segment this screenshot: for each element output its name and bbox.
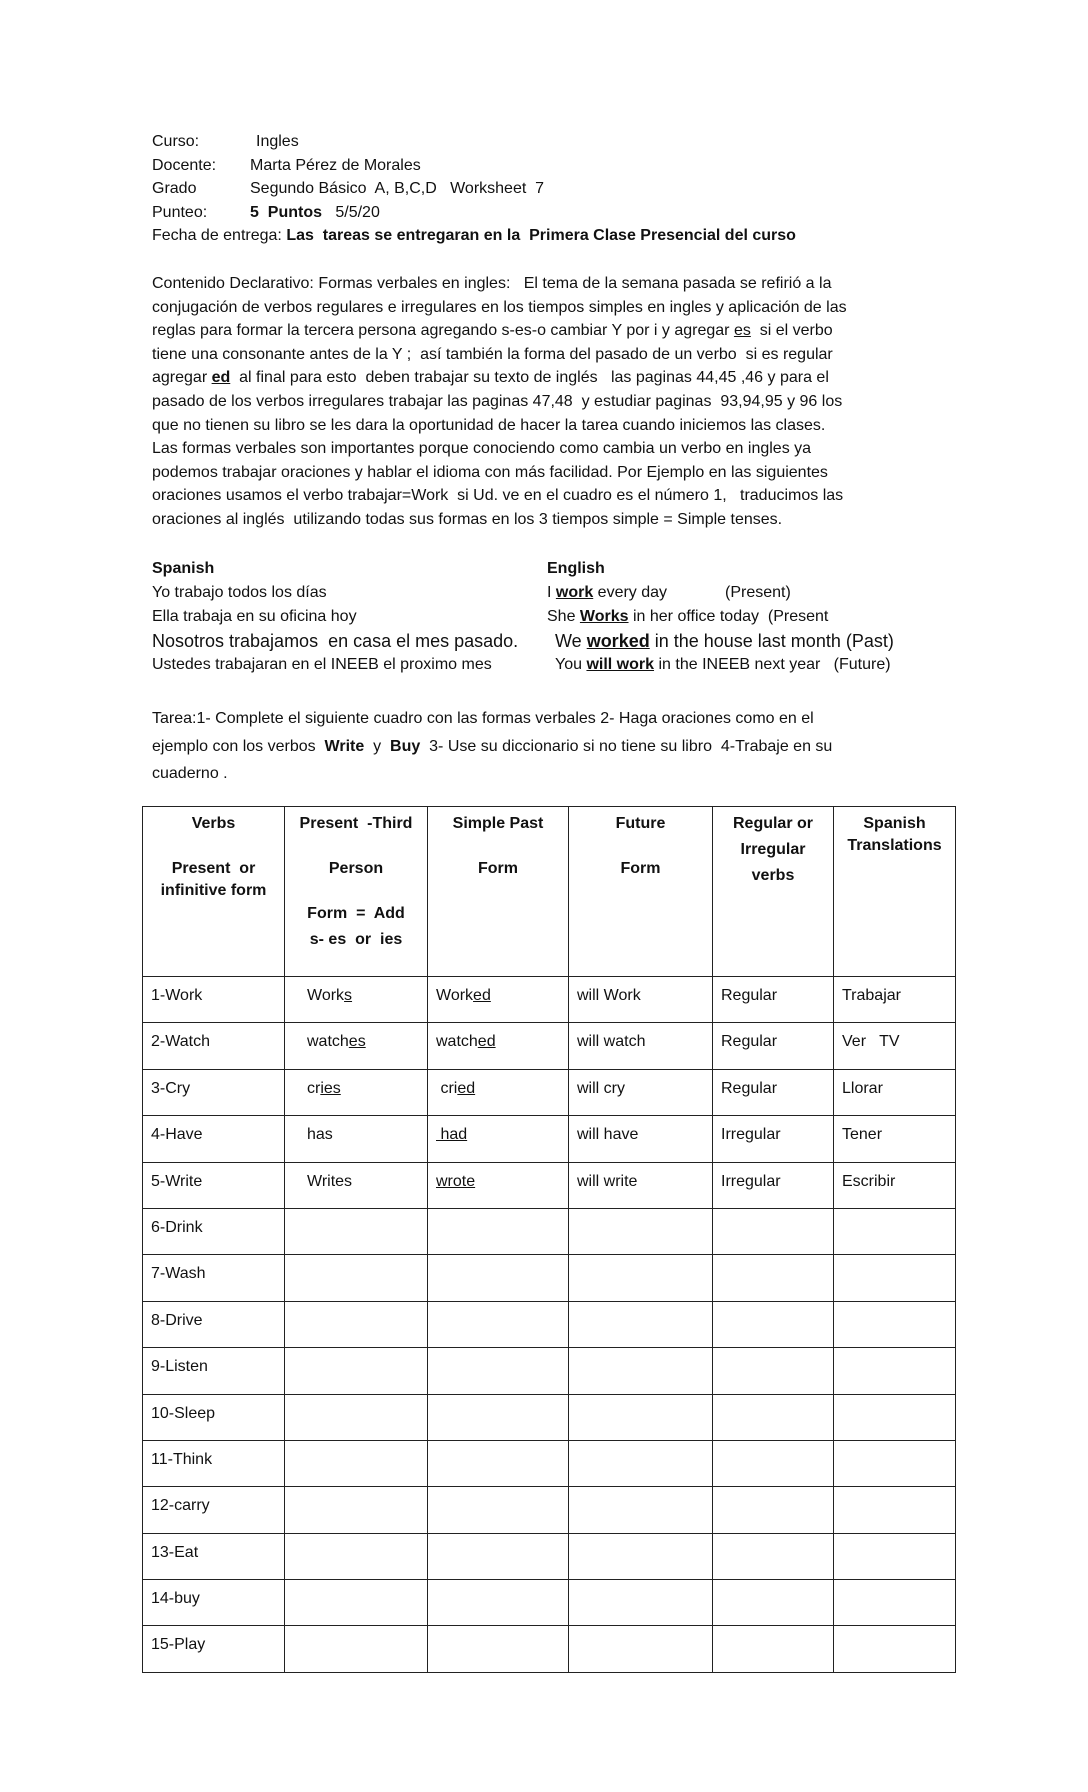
task-instructions [152,705,942,788]
cell-regular-irregular [713,1533,834,1579]
verb-text: 8-Drive [151,1311,203,1329]
example-text: in her office today (Present [628,607,829,625]
verb-text: 2-Watch [151,1033,210,1051]
past-suffix: ed [477,1033,496,1051]
cell-spanish [834,1580,956,1626]
type-text: Regular [721,987,778,1004]
cell-spanish [834,1069,956,1115]
example-tense: (Present) [725,583,791,601]
task-text: ejemplo con los verbos [152,737,325,755]
cell-spanish [834,1162,956,1208]
task-line: Tarea:1- Complete el siguiente cuadro con las formas verbales 2- Haga oraciones como en el [152,710,814,727]
cell-regular-irregular [713,1255,834,1301]
cell-future [569,977,713,1023]
header-text: Form [478,860,518,877]
third-text: watch [307,1033,349,1051]
content-line [152,366,942,390]
fecha-row [152,224,796,248]
cell-future [569,1023,713,1069]
cell-spanish [834,1208,956,1254]
docente-label: Docente: [152,156,217,174]
cell-future [569,1626,713,1672]
header-spanish-translations [834,807,956,977]
cell-verb [143,1533,285,1579]
cell-regular-irregular [713,1487,834,1533]
third-suffix: s [344,987,353,1004]
example-text: every day [593,583,668,601]
spanish-text: Tener [842,1126,883,1144]
verb-text: 5-Write [151,1172,203,1190]
content-line: oraciones usamos el verbo trabajar=Work si Ud. ve en el cuadro es el número 1, traducimos las [152,487,844,505]
header-text: s- es or ies [309,931,403,948]
punteo-points: 5 Puntos [250,203,323,221]
cell-third-person [285,1580,428,1626]
content-line [152,319,942,343]
header-text: verbs [751,867,795,884]
cell-verb [143,1023,285,1069]
cell-spanish [834,1348,956,1394]
table-row [143,1116,956,1162]
content-line: Las formas verbales son importantes porque conociendo como cambia un verbo en ingles ya [152,440,812,458]
verb-text: 14-buy [151,1590,200,1608]
example-verb: Works [579,607,629,625]
cell-simple-past [428,1440,569,1486]
docente-value: Marta Pérez de Morales [250,156,421,174]
cell-future [569,1580,713,1626]
header-text: Spanish [863,815,926,832]
cell-regular-irregular [713,1116,834,1162]
task-text: 3- Use su diccionario si no tiene su libro 4-Trabaje en su [420,737,833,755]
cell-spanish [834,1487,956,1533]
task-text: y [364,737,391,755]
cell-future [569,1348,713,1394]
cell-simple-past [428,1116,569,1162]
cell-future [569,1394,713,1440]
type-text: Irregular [721,1126,781,1144]
example-english [547,584,667,602]
table-row [143,1440,956,1486]
verb-text: 4-Have [151,1126,203,1144]
curso-row [152,130,796,154]
cell-future [569,1162,713,1208]
header-text: infinitive form [160,882,267,899]
example-spanish: Ella trabaja en su oficina hoy [152,607,357,625]
table-row [143,1533,956,1579]
example-spanish: Yo trabajo todos los días [152,583,327,601]
punteo-label: Punteo: [152,203,208,221]
cell-simple-past [428,1487,569,1533]
table-row [143,1255,956,1301]
cell-simple-past [428,1301,569,1347]
past-suffix: ed [473,987,491,1004]
content-paragraph [152,272,942,532]
content-text: reglas para formar la tercera persona agregando s-es-o cambiar Y por i y agregar [152,322,734,340]
table-row [143,977,956,1023]
past-text: cri [436,1079,458,1097]
spanish-header: Spanish [152,560,215,577]
cell-simple-past [428,977,569,1023]
cell-regular-irregular [713,1069,834,1115]
cell-verb [143,1580,285,1626]
cell-future [569,1487,713,1533]
example-row [152,656,952,680]
verb-text: 13-Eat [151,1543,199,1561]
header-regular-irregular [713,807,834,977]
cell-simple-past [428,1069,569,1115]
punteo-row [152,201,796,225]
cell-third-person [285,1069,428,1115]
example-row [152,631,952,656]
header-text: Simple Past [452,815,544,832]
example-verb: will work [586,656,655,674]
header-text: Irregular [740,841,806,858]
verb-text: 12-carry [151,1497,210,1515]
cell-spanish [834,1626,956,1672]
type-text: Regular [721,1079,778,1097]
cell-regular-irregular [713,977,834,1023]
example-verb: work [555,583,594,601]
punteo-date: 5/5/20 [335,203,380,221]
cell-verb [143,1487,285,1533]
table-row [143,1580,956,1626]
cell-future [569,1301,713,1347]
third-suffix: es [348,1033,366,1051]
verb-text: 15-Play [151,1636,206,1654]
cell-verb [143,1069,285,1115]
cell-simple-past [428,1162,569,1208]
cell-third-person [285,1533,428,1579]
task-verb-buy: Buy [390,737,421,755]
cell-third-person [285,1394,428,1440]
underlined-ed: ed [211,369,231,387]
cell-simple-past [428,1394,569,1440]
cell-verb [143,1208,285,1254]
header-text: Form = Add [307,905,405,922]
cell-simple-past [428,1580,569,1626]
example-text: She [547,607,580,625]
content-text: agregar [152,369,212,387]
example-english [555,656,891,674]
past-suffix: ed [457,1079,476,1097]
example-row [152,608,952,632]
cell-spanish [834,1255,956,1301]
content-text: si el verbo [750,322,833,340]
header-text: Present -Third [299,815,413,832]
verb-text: 3-Cry [151,1079,191,1097]
example-english [555,631,894,652]
fecha-value: Las tareas se entregaran en la Primera Clase Presencial del curso [286,227,796,244]
example-text: I [547,583,556,601]
header-block [152,130,796,248]
cell-simple-past [428,1023,569,1069]
task-line: cuaderno . [152,765,228,782]
future-text: will have [577,1126,639,1144]
verb-text: 6-Drink [151,1218,203,1236]
cell-verb [143,977,285,1023]
content-line: que no tienen su libro se les dara la oportunidad de hacer la tarea cuando iniciemos las clases. [152,416,826,434]
verb-text: 9-Listen [151,1358,208,1376]
cell-third-person [285,1116,428,1162]
cell-verb [143,1162,285,1208]
cell-future [569,1440,713,1486]
cell-regular-irregular [713,1580,834,1626]
cell-future [569,1255,713,1301]
cell-third-person [285,1162,428,1208]
cell-simple-past [428,1255,569,1301]
grado-value: Segundo Básico A, B,C,D Worksheet 7 [250,180,545,197]
table-row [143,1301,956,1347]
header-simple-past [428,807,569,977]
examples-block [152,560,952,680]
cell-spanish [834,1301,956,1347]
cell-simple-past [428,1208,569,1254]
cell-simple-past [428,1348,569,1394]
cell-regular-irregular [713,1440,834,1486]
cell-simple-past [428,1626,569,1672]
spanish-text: Trabajar [842,987,901,1004]
cell-verb [143,1301,285,1347]
future-text: will cry [577,1079,625,1097]
spanish-text: Escribir [842,1172,896,1190]
cell-verb [143,1348,285,1394]
past-text: Work [436,987,474,1004]
verb-text: 11-Think [151,1450,213,1468]
table-row [143,1348,956,1394]
future-text: will watch [577,1033,646,1051]
content-text: al final para esto deben trabajar su texto de inglés las paginas 44,45 ,46 y para el [230,369,829,387]
grado-label: Grado [152,180,197,197]
fecha-label: Fecha de entrega: [152,227,282,244]
type-text: Irregular [721,1172,781,1190]
cell-spanish [834,977,956,1023]
underlined-es: es [733,322,751,340]
cell-spanish [834,1533,956,1579]
cell-spanish [834,1394,956,1440]
example-row [152,584,952,608]
header-text: Regular or [732,815,813,832]
example-spanish: Ustedes trabajaran en el INEEB el proximo mes [152,656,492,674]
cell-spanish [834,1440,956,1486]
cell-regular-irregular [713,1394,834,1440]
cell-third-person [285,1348,428,1394]
example-english [547,608,828,626]
future-text: will write [577,1172,638,1190]
curso-value: Ingles [256,133,299,150]
example-text: in the house last month (Past) [649,631,894,652]
task-line [152,733,942,761]
table-row [143,1023,956,1069]
third-text: Work [307,987,345,1004]
cell-third-person [285,1626,428,1672]
past-suffix: wrote [436,1172,476,1190]
cell-third-person [285,1208,428,1254]
table-row [143,1162,956,1208]
cell-spanish [834,1023,956,1069]
cell-regular-irregular [713,1023,834,1069]
cell-regular-irregular [713,1626,834,1672]
cell-regular-irregular [713,1162,834,1208]
verb-text: 7-Wash [151,1265,206,1283]
table-row [143,1487,956,1533]
example-text: You [555,656,587,674]
cell-third-person [285,1023,428,1069]
content-line: conjugación de verbos regulares e irregulares en los tiempos simples en ingles y aplicación de las [152,298,847,316]
content-line: tiene una consonante antes de la Y ; así también la forma del pasado de un verbo si es regular [152,345,833,363]
spanish-text: Llorar [842,1079,883,1097]
header-text: Future [615,815,666,832]
header-text: Translations [847,837,942,854]
cell-third-person [285,1487,428,1533]
cell-regular-irregular [713,1301,834,1347]
header-text: Present or [171,860,256,877]
cell-regular-irregular [713,1208,834,1254]
cell-third-person [285,1301,428,1347]
header-verbs [143,807,285,977]
past-text: watch [436,1033,478,1051]
verb-text: 10-Sleep [151,1404,216,1422]
english-header: English [547,560,605,577]
type-text: Regular [721,1033,778,1051]
cell-verb [143,1116,285,1162]
cell-verb [143,1255,285,1301]
third-text: cr [307,1079,321,1097]
grado-row [152,177,796,201]
examples-header-row [152,560,952,584]
verb-forms-table [142,806,956,1673]
cell-simple-past [428,1533,569,1579]
cell-regular-irregular [713,1348,834,1394]
example-verb: worked [586,631,650,652]
future-text: will Work [577,987,641,1004]
cell-third-person [285,1255,428,1301]
content-line: pasado de los verbos irregulares trabajar las paginas 47,48 y estudiar paginas 93,94,95 y 96 los [152,392,843,410]
third-text: has [307,1126,333,1144]
table-row [143,1394,956,1440]
example-text: We [555,631,587,652]
cell-future [569,1208,713,1254]
header-text: Form [620,860,661,877]
header-text: Person [328,860,384,877]
cell-third-person [285,977,428,1023]
cell-spanish [834,1116,956,1162]
spanish-text: Ver TV [842,1033,900,1051]
curso-label: Curso: [152,133,200,150]
task-verb-write: Write [324,737,365,755]
table-row [143,1626,956,1672]
table-row [143,1208,956,1254]
header-text: Verbs [191,815,236,832]
third-text: Writes [307,1172,353,1190]
cell-verb [143,1626,285,1672]
cell-verb [143,1440,285,1486]
table-header-row [143,807,956,977]
cell-verb [143,1394,285,1440]
header-future [569,807,713,977]
docente-row [152,154,796,178]
past-suffix: had [436,1126,468,1144]
third-suffix: ies [320,1079,341,1097]
cell-future [569,1533,713,1579]
verb-text: 1-Work [151,987,203,1004]
table-row [143,1069,956,1115]
example-spanish: Nosotros trabajamos en casa el mes pasado. [152,631,519,652]
header-present-third [285,807,428,977]
cell-future [569,1069,713,1115]
content-line: podemos trabajar oraciones y hablar el idioma con más facilidad. Por Ejemplo en las siguientes [152,463,828,481]
content-line: oraciones al inglés utilizando todas sus formas en los 3 tiempos simple = Simple tenses. [152,510,783,528]
content-line: Contenido Declarativo: Formas verbales en ingles: El tema de la semana pasada se refirió a la [152,275,832,292]
cell-future [569,1116,713,1162]
cell-third-person [285,1440,428,1486]
example-text: in the INEEB next year (Future) [654,656,891,674]
